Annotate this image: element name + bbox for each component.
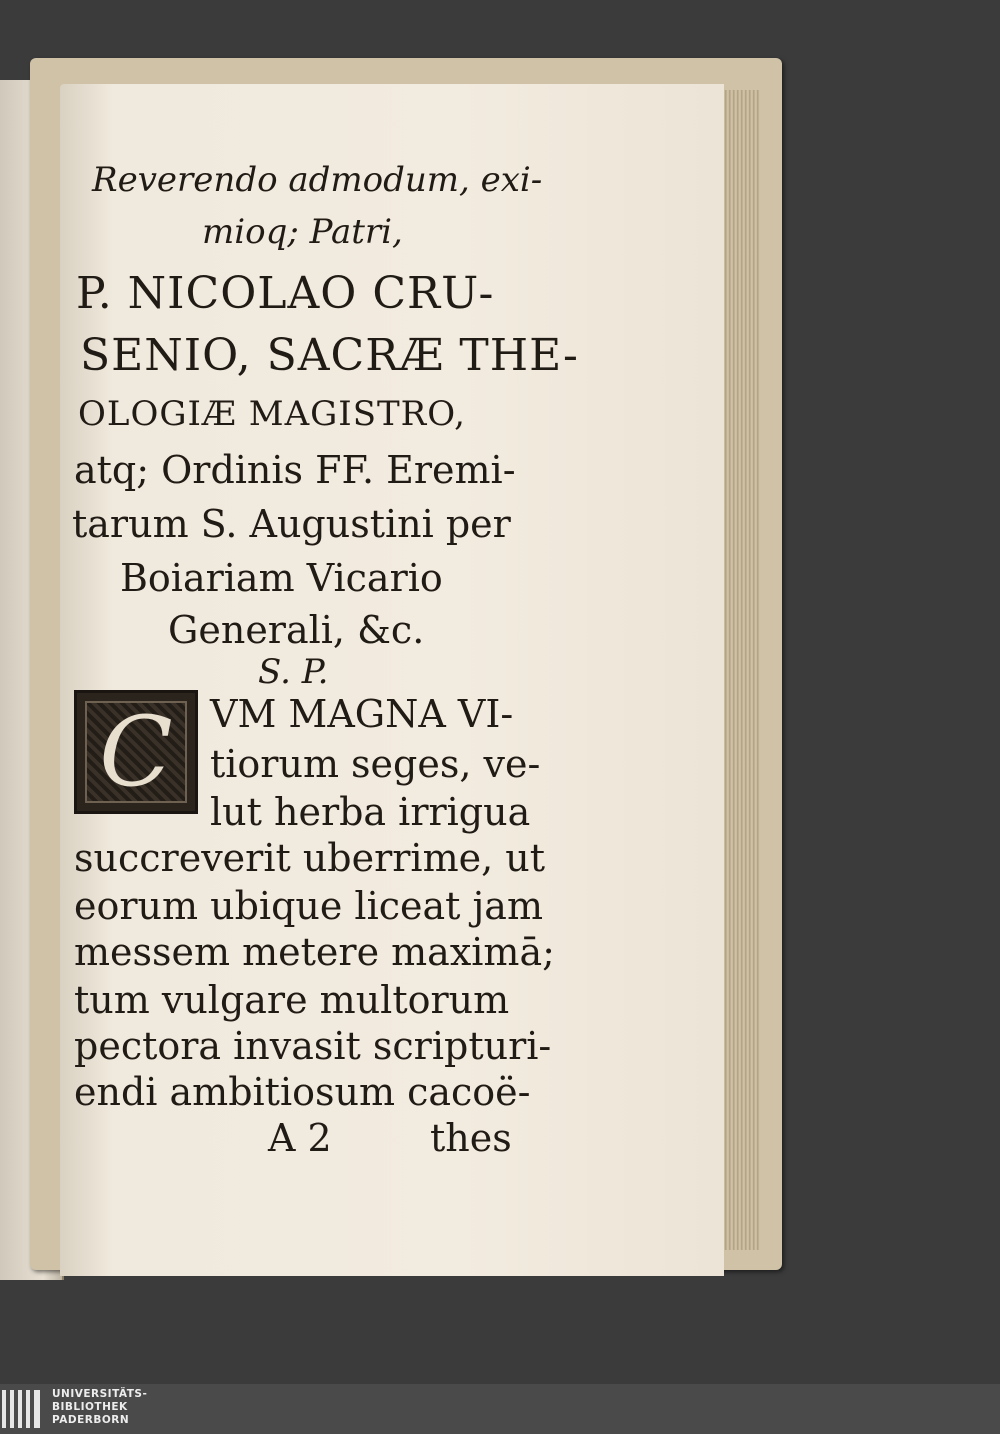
catchword: thes <box>430 1116 512 1160</box>
logo-line: UNIVERSITÄTS- <box>52 1388 148 1400</box>
library-logo-text <box>52 1388 147 1427</box>
page-edges <box>718 90 760 1250</box>
heading-line: Boiariam Vicario <box>120 556 443 600</box>
heading-line: P. NICOLAO CRU- <box>76 268 495 319</box>
signature-mark: A 2 <box>268 1116 332 1160</box>
heading-line: Generali, &c. <box>168 608 425 652</box>
logo-line: PADERBORN <box>52 1414 130 1426</box>
library-logo-icon <box>0 1390 44 1428</box>
body-line: lut herba irrigua <box>210 790 531 834</box>
body-line: VM MAGNA VI- <box>210 692 514 736</box>
body-line: endi ambitiosum cacoë- <box>74 1070 531 1114</box>
body-line: pectora invasit scripturi- <box>74 1024 552 1068</box>
body-line: succreverit uberrime, ut <box>74 836 546 880</box>
body-line: messem metere maximā; <box>74 930 555 974</box>
body-line: eorum ubique liceat jam <box>74 884 543 928</box>
heading-line: SENIO, SACRÆ THE- <box>80 330 579 381</box>
heading-line: Reverendo admodum, exi- <box>92 160 543 200</box>
initial-letter: C <box>99 696 173 808</box>
body-line: tum vulgare multorum <box>74 978 510 1022</box>
heading-line: atq; Ordinis FF. Eremi- <box>74 448 516 492</box>
heading-line: tarum S. Augustini per <box>72 502 511 546</box>
body-line: tiorum seges, ve- <box>210 742 541 786</box>
decorated-initial <box>74 690 198 814</box>
heading-line: mioq; Patri, <box>202 212 403 252</box>
heading-line: OLOGIÆ MAGISTRO, <box>78 394 466 434</box>
library-footer <box>0 1384 1000 1434</box>
logo-line: BIBLIOTHEK <box>52 1401 128 1413</box>
salutation: S. P. <box>258 652 329 692</box>
